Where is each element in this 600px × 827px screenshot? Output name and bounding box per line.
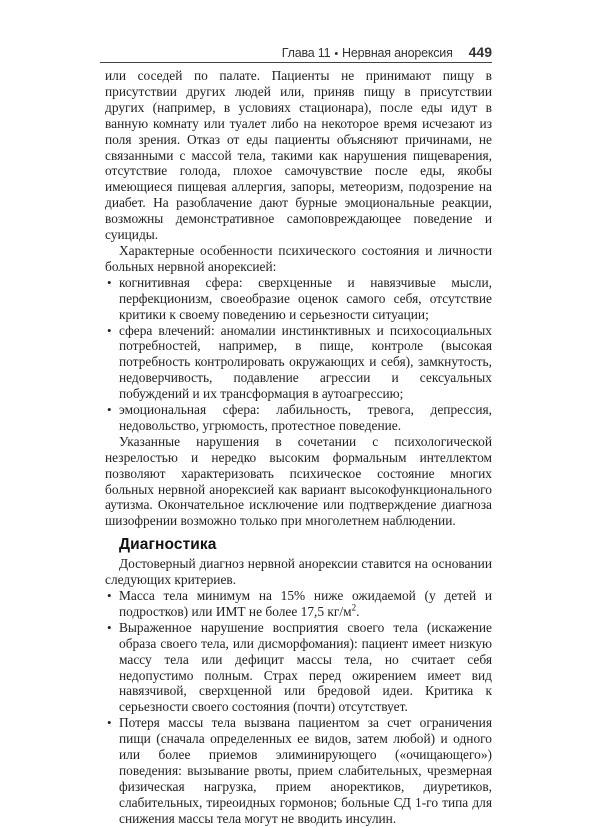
page-body (105, 68, 492, 827)
list-item (105, 275, 492, 323)
bullet-marker: • (107, 274, 112, 290)
header-rule (100, 62, 492, 63)
section-heading: Диагностика (119, 536, 217, 554)
list-item-text: Выраженное нарушение восприятия своего тела (искажение образа своего тела, или дисморфомания): пациент имеет низкую массу тела или дефицит массы тела, но считает себя недопустимо полным. Страх перед ожирением имеет вид навязчивой, сверхценной или бредовой идеи. Критика к серьезности своего состояния (почти) отсутствует. (119, 619, 492, 715)
bullet-marker: • (107, 619, 112, 635)
list-item-text: когнитивная сфера: сверхценные и навязчивые мысли, перфекционизм, своеобразие оценок самого себя, отсутствие критики к своему поведению и серьезности ситуации; (119, 274, 492, 322)
chapter-title: Нервная анорексия (342, 46, 453, 60)
list-item (105, 323, 492, 403)
list-item (105, 402, 492, 434)
page-number: 449 (468, 44, 492, 60)
chapter-label: Глава 11 (281, 46, 331, 60)
list-item-text: Масса тела минимум на 15% ниже ожидаемой (у детей и подростков) или ИМТ не более 17,5 кг/м (119, 588, 492, 619)
list-item-text: сфера влечений: аномалии инстинктивных и психосоциальных потребностей, например, в пище, контроле (высокая потребность контролировать окружающих и себя), замкнутость, недоверчивость, подавление агрессии и сексуальных побуждений и их трансформация в аутоагрессию; (119, 322, 492, 402)
features-list (105, 275, 492, 434)
header-separator: • (334, 48, 339, 60)
list-item (105, 620, 492, 715)
running-header (100, 44, 492, 60)
paragraph-diagnosis-intro: Достоверный диагноз нервной анорексии ставится на основании следующих критериев. (105, 556, 492, 588)
criteria-list (105, 588, 492, 827)
paragraph-continued: или соседей по палате. Пациенты не принимают пищу в присутствии других людей или, приняв пищу в присутствии других (например, в условиях стационара), после еды идут в ванную комнату или туалет либо на некоторое время исчезают из поля зрения. Отказ от еды пациенты объясняют причинами, не связанными с массой тела, такими как нарушения пищеварения, отсутствие голода, плохое самочувствие после еды, якобы имеющиеся пищевая аллергия, запоры, метеоризм, подозрение на диабет. На разоблачение дают бурные эмоциональные реакции, возможны демонстративное самоповреждающее поведение и суициды. (105, 68, 492, 243)
paragraph-conclusion: Указанные нарушения в сочетании с психологической незрелостью и нередко высоким формальным интеллектом позволяют характеризовать психическое состояние многих больных нервной анорексией как вариант высокофункционального аутизма. Окончательное исключение или подтверждение диагноза шизофрении возможно только при многолетнем наблюдении. (105, 433, 492, 529)
bullet-marker: • (107, 588, 112, 603)
list-item-text: эмоциональная сфера: лабильность, тревога, депрессия, недовольство, угрюмость, протестное поведение. (119, 402, 492, 433)
paragraph-features-intro: Характерные особенности психического состояния и личности больных нервной анорексией: (105, 242, 492, 274)
superscript: 2 (351, 602, 357, 613)
bullet-marker: • (107, 715, 112, 731)
bullet-marker: • (107, 402, 112, 418)
list-item-text: Потеря массы тела вызвана пациентом за счет ограничения пищи (сначала определенных ее видов, затем любой) и одного или более приемов элиминирующего («очищающего») поведения: вызывание рвоты, прием слабительных, чрезмерная физическая нагрузка, прием аноректиков, диуретиков, слабительных, тиреоидных гормонов; больные СД 1-го типа для снижения массы тела могут не вводить инсулин. (119, 715, 492, 826)
bullet-marker: • (107, 322, 112, 338)
list-item (105, 588, 492, 620)
list-item (105, 715, 492, 826)
list-item-end: . (356, 603, 360, 619)
